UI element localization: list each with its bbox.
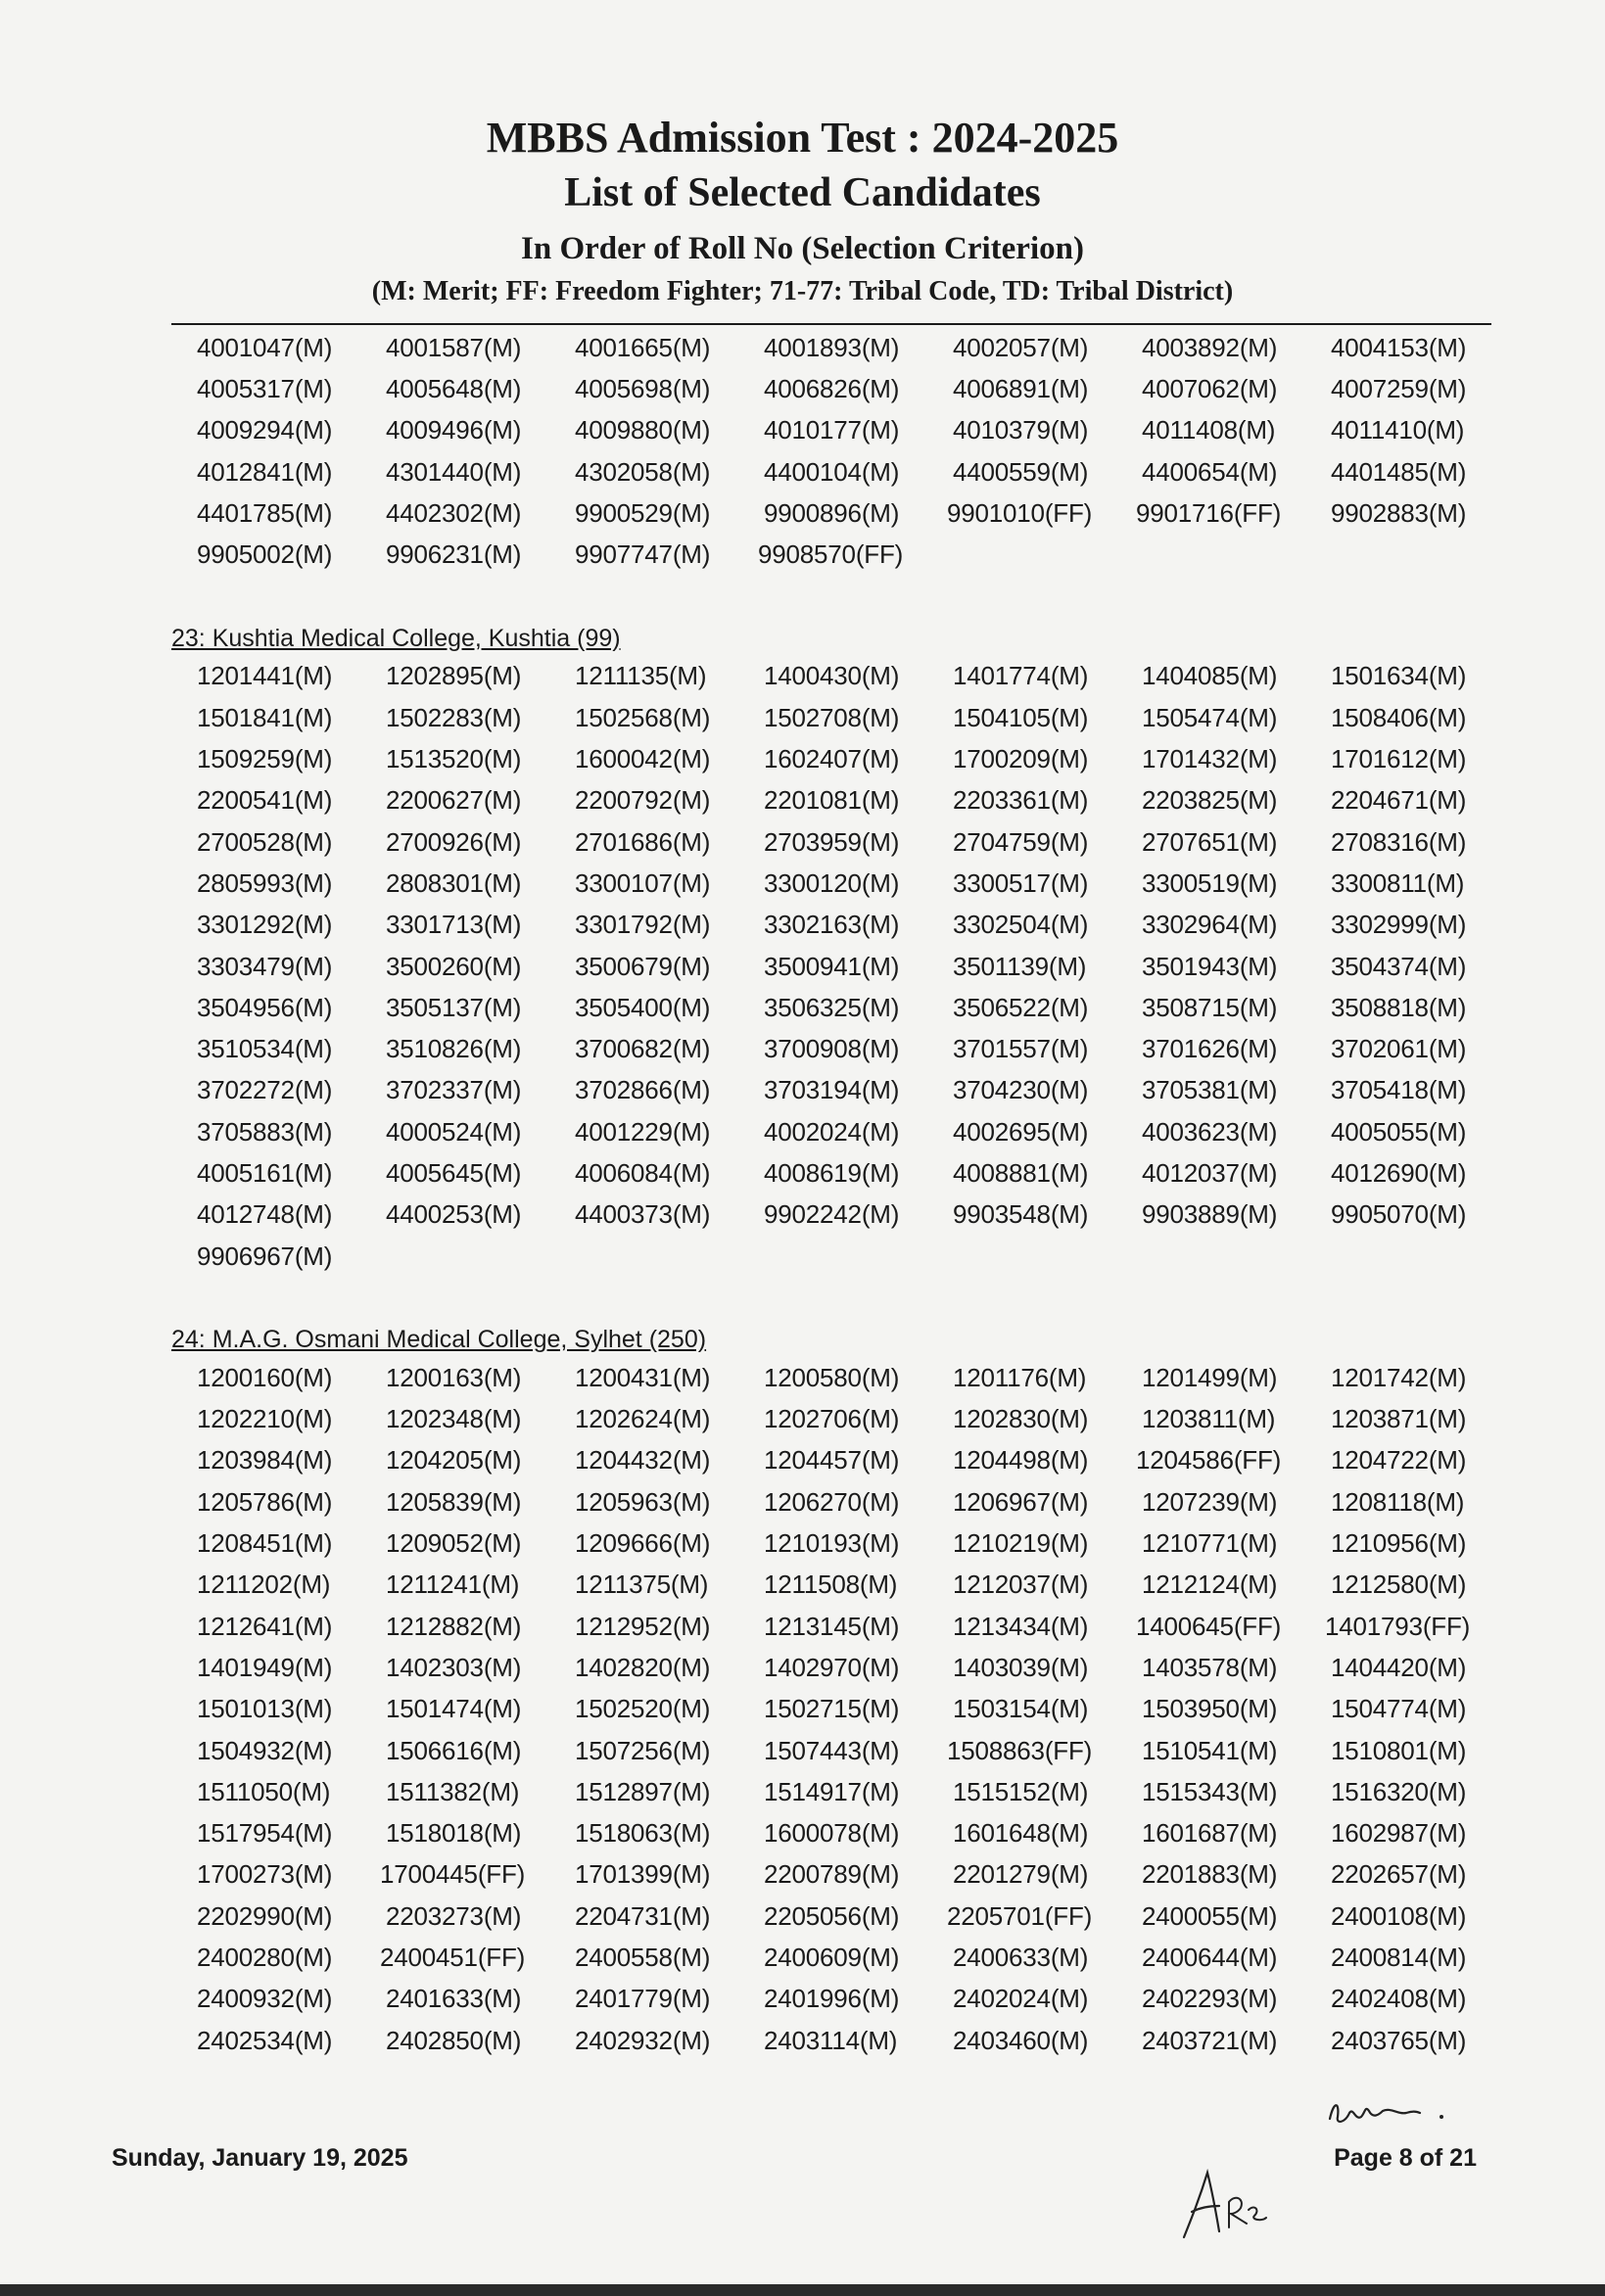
roll-number-cell: 4012748(M) bbox=[197, 1199, 333, 1230]
roll-number-cell: 4001047(M) bbox=[197, 332, 333, 362]
roll-number-cell: 2205701(FF) bbox=[947, 1900, 1093, 1931]
roll-number-cell: 2403765(M) bbox=[1331, 2025, 1467, 2055]
roll-number-cell: 4008881(M) bbox=[953, 1157, 1089, 1188]
section-title: 24: M.A.G. Osmani Medical College, Sylhet (250) bbox=[171, 1326, 707, 1354]
roll-number-cell: 3702061(M) bbox=[1331, 1034, 1467, 1064]
roll-number-cell: 9905070(M) bbox=[1331, 1199, 1467, 1230]
roll-number-cell: 1212641(M) bbox=[197, 1611, 333, 1641]
roll-number-cell: 3505137(M) bbox=[386, 992, 522, 1022]
roll-number-cell: 2400644(M) bbox=[1142, 1943, 1278, 1973]
roll-number-cell: 9903548(M) bbox=[953, 1199, 1089, 1230]
roll-number-cell: 1212580(M) bbox=[1331, 1570, 1467, 1600]
roll-number-cell: 3501139(M) bbox=[953, 951, 1087, 981]
roll-number-cell: 3301792(M) bbox=[575, 910, 711, 940]
roll-number-cell: 1213434(M) bbox=[953, 1611, 1089, 1641]
roll-number-cell: 4006084(M) bbox=[575, 1157, 711, 1188]
roll-number-cell: 2700528(M) bbox=[197, 826, 333, 857]
roll-number-cell: 2400609(M) bbox=[764, 1943, 900, 1973]
roll-number-cell: 2402408(M) bbox=[1331, 1984, 1467, 2014]
roll-number-cell: 1700445(FF) bbox=[380, 1859, 526, 1890]
roll-number-cell: 2403114(M) bbox=[764, 2025, 898, 2055]
roll-number-cell: 9906967(M) bbox=[197, 1241, 333, 1271]
roll-number-cell: 1211241(M) bbox=[386, 1570, 520, 1600]
roll-number-cell: 1202895(M) bbox=[386, 661, 522, 691]
roll-number-cell: 4002024(M) bbox=[764, 1116, 900, 1147]
roll-number-cell: 3501943(M) bbox=[1142, 951, 1278, 981]
roll-number-cell: 2402024(M) bbox=[953, 1984, 1089, 2014]
roll-number-cell: 4002057(M) bbox=[953, 332, 1089, 362]
roll-number-cell: 2400108(M) bbox=[1331, 1900, 1467, 1931]
roll-number-cell: 1400645(FF) bbox=[1136, 1611, 1282, 1641]
roll-number-cell: 1701612(M) bbox=[1331, 744, 1467, 774]
content bbox=[171, 327, 1491, 2061]
roll-number-cell: 4402302(M) bbox=[386, 497, 522, 528]
roll-number-cell: 1502568(M) bbox=[575, 702, 711, 732]
roll-number-cell: 1402820(M) bbox=[575, 1652, 711, 1682]
roll-number-cell: 4005161(M) bbox=[197, 1157, 333, 1188]
roll-number-cell: 1700209(M) bbox=[953, 744, 1089, 774]
roll-number-cell: 3704230(M) bbox=[953, 1075, 1089, 1105]
roll-number-cell: 4003623(M) bbox=[1142, 1116, 1278, 1147]
roll-number-cell: 1514917(M) bbox=[764, 1776, 900, 1806]
roll-number-cell: 4005645(M) bbox=[386, 1157, 522, 1188]
footer-date: Sunday, January 19, 2025 bbox=[112, 2144, 408, 2172]
roll-number-cell: 3705381(M) bbox=[1142, 1075, 1278, 1105]
roll-number-cell: 1513520(M) bbox=[386, 744, 522, 774]
roll-number-cell: 1508406(M) bbox=[1331, 702, 1467, 732]
roll-number-cell: 1205963(M) bbox=[575, 1486, 711, 1517]
roll-number-cell: 2402932(M) bbox=[575, 2025, 711, 2055]
roll-number-cell: 1601648(M) bbox=[953, 1818, 1089, 1849]
roll-number-cell: 4003892(M) bbox=[1142, 332, 1278, 362]
roll-number-cell: 1401774(M) bbox=[953, 661, 1089, 691]
roll-number-cell: 2805993(M) bbox=[197, 867, 333, 898]
roll-number-cell: 2201081(M) bbox=[764, 785, 900, 816]
roll-number-cell: 2402534(M) bbox=[197, 2025, 333, 2055]
roll-number-cell: 9902883(M) bbox=[1331, 497, 1467, 528]
roll-number-cell: 2400055(M) bbox=[1142, 1900, 1278, 1931]
roll-number-cell: 4010177(M) bbox=[764, 415, 900, 445]
roll-number-cell: 4001229(M) bbox=[575, 1116, 711, 1147]
roll-number-cell: 4400373(M) bbox=[575, 1199, 711, 1230]
roll-number-cell: 1502715(M) bbox=[764, 1694, 900, 1724]
roll-number-cell: 4001665(M) bbox=[575, 332, 711, 362]
footer-page-number: Page 8 of 21 bbox=[1334, 2144, 1477, 2172]
roll-number-cell: 1209666(M) bbox=[575, 1528, 711, 1559]
roll-number-cell: 1204722(M) bbox=[1331, 1445, 1467, 1476]
roll-number-cell: 4012841(M) bbox=[197, 456, 333, 487]
roll-number-cell: 4009880(M) bbox=[575, 415, 711, 445]
roll-number-cell: 2403460(M) bbox=[953, 2025, 1089, 2055]
roll-number-cell: 1210193(M) bbox=[764, 1528, 900, 1559]
roll-number-cell: 3508818(M) bbox=[1331, 992, 1467, 1022]
roll-number-cell: 3500679(M) bbox=[575, 951, 711, 981]
roll-number-cell: 1504932(M) bbox=[197, 1735, 333, 1765]
roll-number-cell: 4007062(M) bbox=[1142, 373, 1278, 403]
roll-number-cell: 3504374(M) bbox=[1331, 951, 1467, 981]
roll-number-cell: 1502708(M) bbox=[764, 702, 900, 732]
roll-number-cell: 3300517(M) bbox=[953, 867, 1089, 898]
roll-number-cell: 1404420(M) bbox=[1331, 1652, 1467, 1682]
roll-number-cell: 3302504(M) bbox=[953, 910, 1089, 940]
roll-number-cell: 3700908(M) bbox=[764, 1034, 900, 1064]
roll-number-cell: 1511382(M) bbox=[386, 1776, 520, 1806]
section-title: 23: Kushtia Medical College, Kushtia (99) bbox=[171, 624, 621, 652]
roll-number-cell: 2707651(M) bbox=[1142, 826, 1278, 857]
roll-number-cell: 1202624(M) bbox=[575, 1404, 711, 1434]
roll-number-cell: 1511050(M) bbox=[197, 1776, 331, 1806]
handwritten-signature bbox=[1322, 2095, 1508, 2134]
roll-number-cell: 3302964(M) bbox=[1142, 910, 1278, 940]
roll-number-cell: 1204586(FF) bbox=[1136, 1445, 1282, 1476]
roll-number-cell: 2204731(M) bbox=[575, 1900, 711, 1931]
roll-number-cell: 1212037(M) bbox=[953, 1570, 1089, 1600]
roll-number-cell: 2205056(M) bbox=[764, 1900, 900, 1931]
roll-number-cell: 1203984(M) bbox=[197, 1445, 333, 1476]
roll-number-cell: 2400633(M) bbox=[953, 1943, 1089, 1973]
roll-number-cell: 4009496(M) bbox=[386, 415, 522, 445]
roll-number-cell: 4011408(M) bbox=[1142, 415, 1276, 445]
roll-number-cell: 1502520(M) bbox=[575, 1694, 711, 1724]
roll-number-cell: 3700682(M) bbox=[575, 1034, 711, 1064]
roll-number-cell: 4006891(M) bbox=[953, 373, 1089, 403]
roll-number-cell: 1208451(M) bbox=[197, 1528, 333, 1559]
roll-number-cell: 2703959(M) bbox=[764, 826, 900, 857]
roll-number-cell: 3303479(M) bbox=[197, 951, 333, 981]
roll-number-cell: 3506522(M) bbox=[953, 992, 1089, 1022]
roll-number-cell: 1501841(M) bbox=[197, 702, 333, 732]
roll-number-cell: 2701686(M) bbox=[575, 826, 711, 857]
roll-number-cell: 3300107(M) bbox=[575, 867, 711, 898]
roll-number-cell: 2708316(M) bbox=[1331, 826, 1467, 857]
roll-number-cell: 1701432(M) bbox=[1142, 744, 1278, 774]
roll-number-cell: 1506616(M) bbox=[386, 1735, 522, 1765]
roll-number-cell: 2202990(M) bbox=[197, 1900, 333, 1931]
roll-number-cell: 2402293(M) bbox=[1142, 1984, 1278, 2014]
roll-number-cell: 4400253(M) bbox=[386, 1199, 522, 1230]
roll-number-cell: 1403039(M) bbox=[953, 1652, 1089, 1682]
college-section bbox=[171, 1322, 1491, 2061]
roll-number-cell: 2400558(M) bbox=[575, 1943, 711, 1973]
roll-number-cell: 1512897(M) bbox=[575, 1776, 711, 1806]
roll-number-cell: 1401793(FF) bbox=[1325, 1611, 1471, 1641]
roll-number-cell: 4010379(M) bbox=[953, 415, 1089, 445]
roll-number-cell: 1516320(M) bbox=[1331, 1776, 1467, 1806]
roll-number-cell: 1202210(M) bbox=[197, 1404, 333, 1434]
roll-number-cell: 3302999(M) bbox=[1331, 910, 1467, 940]
order-line: In Order of Roll No (Selection Criterion) bbox=[521, 231, 1084, 266]
document-header bbox=[0, 110, 1605, 311]
roll-number-cell: 9906231(M) bbox=[386, 539, 522, 570]
roll-number-cell: 3301713(M) bbox=[386, 910, 522, 940]
roll-number-cell: 2700926(M) bbox=[386, 826, 522, 857]
roll-number-cell: 4004153(M) bbox=[1331, 332, 1467, 362]
roll-number-cell: 1507256(M) bbox=[575, 1735, 711, 1765]
roll-number-cell: 9901010(FF) bbox=[947, 497, 1093, 528]
roll-number-cell: 1201176(M) bbox=[953, 1362, 1087, 1392]
roll-number-cell: 3300519(M) bbox=[1142, 867, 1278, 898]
roll-grid bbox=[171, 656, 1491, 1277]
roll-number-cell: 1507443(M) bbox=[764, 1735, 900, 1765]
roll-number-cell: 3510534(M) bbox=[197, 1034, 333, 1064]
roll-number-cell: 2401779(M) bbox=[575, 1984, 711, 2014]
roll-number-cell: 4301440(M) bbox=[386, 456, 522, 487]
roll-number-cell: 2204671(M) bbox=[1331, 785, 1467, 816]
roll-number-cell: 4000524(M) bbox=[386, 1116, 522, 1147]
roll-number-cell: 9907747(M) bbox=[575, 539, 711, 570]
roll-number-cell: 3506325(M) bbox=[764, 992, 900, 1022]
roll-number-cell: 2400814(M) bbox=[1331, 1943, 1467, 1973]
roll-number-cell: 4302058(M) bbox=[575, 456, 711, 487]
roll-number-cell: 1205839(M) bbox=[386, 1486, 522, 1517]
roll-number-cell: 3302163(M) bbox=[764, 910, 900, 940]
roll-number-cell: 2203273(M) bbox=[386, 1900, 522, 1931]
roll-number-cell: 1517954(M) bbox=[197, 1818, 333, 1849]
roll-number-cell: 1211135(M) bbox=[575, 661, 707, 691]
roll-number-cell: 4001587(M) bbox=[386, 332, 522, 362]
roll-number-cell: 1505474(M) bbox=[1142, 702, 1278, 732]
roll-number-cell: 1204498(M) bbox=[953, 1445, 1089, 1476]
roll-number-cell: 4005317(M) bbox=[197, 373, 333, 403]
roll-number-cell: 1203811(M) bbox=[1142, 1404, 1276, 1434]
roll-number-cell: 1209052(M) bbox=[386, 1528, 522, 1559]
roll-number-cell: 1200580(M) bbox=[764, 1362, 900, 1392]
roll-number-cell: 1208118(M) bbox=[1331, 1486, 1465, 1517]
roll-number-cell: 1210219(M) bbox=[953, 1528, 1089, 1559]
roll-number-cell: 2200789(M) bbox=[764, 1859, 900, 1890]
roll-number-cell: 2704759(M) bbox=[953, 826, 1089, 857]
roll-number-cell: 2200627(M) bbox=[386, 785, 522, 816]
roll-number-cell: 2808301(M) bbox=[386, 867, 522, 898]
roll-number-cell: 3702272(M) bbox=[197, 1075, 333, 1105]
roll-number-cell: 1200431(M) bbox=[575, 1362, 711, 1392]
roll-number-cell: 1203871(M) bbox=[1331, 1404, 1467, 1434]
roll-number-cell: 1600042(M) bbox=[575, 744, 711, 774]
roll-number-cell: 9905002(M) bbox=[197, 539, 333, 570]
roll-number-cell: 4005698(M) bbox=[575, 373, 711, 403]
roll-number-cell: 1207239(M) bbox=[1142, 1486, 1278, 1517]
roll-number-cell: 1600078(M) bbox=[764, 1818, 900, 1849]
roll-number-cell: 3705883(M) bbox=[197, 1116, 333, 1147]
roll-number-cell: 3705418(M) bbox=[1331, 1075, 1467, 1105]
roll-number-cell: 1201499(M) bbox=[1142, 1362, 1278, 1392]
roll-number-cell: 3510826(M) bbox=[386, 1034, 522, 1064]
roll-number-cell: 1504774(M) bbox=[1331, 1694, 1467, 1724]
roll-number-cell: 4009294(M) bbox=[197, 415, 333, 445]
roll-number-cell: 1211375(M) bbox=[575, 1570, 709, 1600]
roll-number-cell: 1212952(M) bbox=[575, 1611, 711, 1641]
top-roll-grid bbox=[171, 327, 1491, 576]
roll-number-cell: 4006826(M) bbox=[764, 373, 900, 403]
roll-number-cell: 1602987(M) bbox=[1331, 1818, 1467, 1849]
roll-number-cell: 3702866(M) bbox=[575, 1075, 711, 1105]
roll-number-cell: 1202830(M) bbox=[953, 1404, 1089, 1434]
roll-number-cell: 1701399(M) bbox=[575, 1859, 711, 1890]
roll-number-cell: 1402970(M) bbox=[764, 1652, 900, 1682]
roll-number-cell: 1504105(M) bbox=[953, 702, 1089, 732]
roll-number-cell: 4400654(M) bbox=[1142, 456, 1278, 487]
roll-number-cell: 1400430(M) bbox=[764, 661, 900, 691]
roll-number-cell: 3701557(M) bbox=[953, 1034, 1089, 1064]
roll-number-cell: 1501474(M) bbox=[386, 1694, 522, 1724]
roll-number-cell: 1404085(M) bbox=[1142, 661, 1278, 691]
roll-number-cell: 1401949(M) bbox=[197, 1652, 333, 1682]
legend-line: (M: Merit; FF: Freedom Fighter; 71-77: Tribal Code, TD: Tribal District) bbox=[371, 276, 1234, 306]
roll-number-cell: 4012037(M) bbox=[1142, 1157, 1278, 1188]
roll-number-cell: 1200163(M) bbox=[386, 1362, 522, 1392]
roll-number-cell: 1403578(M) bbox=[1142, 1652, 1278, 1682]
roll-number-cell: 1700273(M) bbox=[197, 1859, 333, 1890]
roll-number-cell: 4007259(M) bbox=[1331, 373, 1467, 403]
roll-number-cell: 1202348(M) bbox=[386, 1404, 522, 1434]
roll-number-cell: 2200541(M) bbox=[197, 785, 333, 816]
roll-number-cell: 9903889(M) bbox=[1142, 1199, 1278, 1230]
roll-number-cell: 2400451(FF) bbox=[380, 1943, 526, 1973]
roll-number-cell: 1501634(M) bbox=[1331, 661, 1467, 691]
roll-number-cell: 1508863(FF) bbox=[947, 1735, 1093, 1765]
roll-number-cell: 9908570(FF) bbox=[758, 539, 904, 570]
document-subtitle: List of Selected Candidates bbox=[564, 170, 1041, 215]
roll-number-cell: 1204432(M) bbox=[575, 1445, 711, 1476]
roll-number-cell: 4012690(M) bbox=[1331, 1157, 1467, 1188]
roll-number-cell: 1518018(M) bbox=[386, 1818, 522, 1849]
roll-number-cell: 4401485(M) bbox=[1331, 456, 1467, 487]
roll-number-cell: 3702337(M) bbox=[386, 1075, 522, 1105]
roll-number-cell: 3300811(M) bbox=[1331, 867, 1465, 898]
roll-number-cell: 9900529(M) bbox=[575, 497, 711, 528]
roll-number-cell: 2202657(M) bbox=[1331, 1859, 1467, 1890]
roll-number-cell: 1502283(M) bbox=[386, 702, 522, 732]
roll-number-cell: 1212124(M) bbox=[1142, 1570, 1278, 1600]
roll-number-cell: 1205786(M) bbox=[197, 1486, 333, 1517]
roll-number-cell: 1211508(M) bbox=[764, 1570, 898, 1600]
roll-number-cell: 4400104(M) bbox=[764, 456, 900, 487]
roll-number-cell: 1602407(M) bbox=[764, 744, 900, 774]
roll-number-cell: 4011410(M) bbox=[1331, 415, 1465, 445]
roll-number-cell: 3500941(M) bbox=[764, 951, 900, 981]
roll-number-cell: 1206967(M) bbox=[953, 1486, 1089, 1517]
roll-number-cell: 4001893(M) bbox=[764, 332, 900, 362]
roll-number-cell: 4008619(M) bbox=[764, 1157, 900, 1188]
document-title: MBBS Admission Test : 2024-2025 bbox=[486, 114, 1119, 162]
roll-number-cell: 1503154(M) bbox=[953, 1694, 1089, 1724]
roll-number-cell: 2200792(M) bbox=[575, 785, 711, 816]
roll-number-cell: 9901716(FF) bbox=[1136, 497, 1282, 528]
roll-number-cell: 1509259(M) bbox=[197, 744, 333, 774]
roll-number-cell: 3301292(M) bbox=[197, 910, 333, 940]
roll-number-cell: 2400932(M) bbox=[197, 1984, 333, 2014]
college-section bbox=[171, 621, 1491, 1277]
roll-number-cell: 1200160(M) bbox=[197, 1362, 333, 1392]
header-rule bbox=[171, 323, 1491, 325]
roll-number-cell: 3300120(M) bbox=[764, 867, 900, 898]
roll-number-cell: 2402850(M) bbox=[386, 2025, 522, 2055]
roll-number-cell: 2203361(M) bbox=[953, 785, 1089, 816]
roll-number-cell: 3500260(M) bbox=[386, 951, 522, 981]
roll-number-cell: 1204457(M) bbox=[764, 1445, 900, 1476]
roll-number-cell: 1501013(M) bbox=[197, 1694, 333, 1724]
roll-number-cell: 1204205(M) bbox=[386, 1445, 522, 1476]
roll-number-cell: 1503950(M) bbox=[1142, 1694, 1278, 1724]
roll-number-cell: 2401633(M) bbox=[386, 1984, 522, 2014]
roll-number-cell: 4401785(M) bbox=[197, 497, 333, 528]
roll-number-cell: 2201883(M) bbox=[1142, 1859, 1278, 1890]
roll-number-cell: 1515152(M) bbox=[953, 1776, 1089, 1806]
roll-number-cell: 4002695(M) bbox=[953, 1116, 1089, 1147]
roll-number-cell: 3505400(M) bbox=[575, 992, 711, 1022]
roll-number-cell: 3508715(M) bbox=[1142, 992, 1278, 1022]
roll-number-cell: 1202706(M) bbox=[764, 1404, 900, 1434]
roll-number-cell: 4005648(M) bbox=[386, 373, 522, 403]
roll-number-cell: 2201279(M) bbox=[953, 1859, 1089, 1890]
roll-number-cell: 1510541(M) bbox=[1142, 1735, 1278, 1765]
roll-number-cell: 1515343(M) bbox=[1142, 1776, 1278, 1806]
roll-number-cell: 1201742(M) bbox=[1331, 1362, 1467, 1392]
roll-number-cell: 1213145(M) bbox=[764, 1611, 900, 1641]
page-edge bbox=[0, 2284, 1605, 2296]
roll-number-cell: 1518063(M) bbox=[575, 1818, 711, 1849]
roll-number-cell: 2403721(M) bbox=[1142, 2025, 1278, 2055]
roll-number-cell: 2203825(M) bbox=[1142, 785, 1278, 816]
roll-number-cell: 3701626(M) bbox=[1142, 1034, 1278, 1064]
roll-number-cell: 1210771(M) bbox=[1142, 1528, 1278, 1559]
roll-number-cell: 1212882(M) bbox=[386, 1611, 522, 1641]
roll-number-cell: 4005055(M) bbox=[1331, 1116, 1467, 1147]
roll-number-cell: 4400559(M) bbox=[953, 456, 1089, 487]
roll-number-cell: 1201441(M) bbox=[197, 661, 333, 691]
roll-number-cell: 9902242(M) bbox=[764, 1199, 900, 1230]
roll-number-cell: 1402303(M) bbox=[386, 1652, 522, 1682]
initials-signature bbox=[1170, 2159, 1278, 2247]
roll-number-cell: 2401996(M) bbox=[764, 1984, 900, 2014]
roll-number-cell: 1211202(M) bbox=[197, 1570, 331, 1600]
roll-number-cell: 2400280(M) bbox=[197, 1943, 333, 1973]
roll-number-cell: 3504956(M) bbox=[197, 992, 333, 1022]
roll-number-cell: 1601687(M) bbox=[1142, 1818, 1278, 1849]
roll-number-cell: 1210956(M) bbox=[1331, 1528, 1467, 1559]
roll-number-cell: 1206270(M) bbox=[764, 1486, 900, 1517]
roll-number-cell: 3703194(M) bbox=[764, 1075, 900, 1105]
roll-number-cell: 1510801(M) bbox=[1331, 1735, 1467, 1765]
roll-number-cell: 9900896(M) bbox=[764, 497, 900, 528]
roll-grid bbox=[171, 1357, 1491, 2061]
